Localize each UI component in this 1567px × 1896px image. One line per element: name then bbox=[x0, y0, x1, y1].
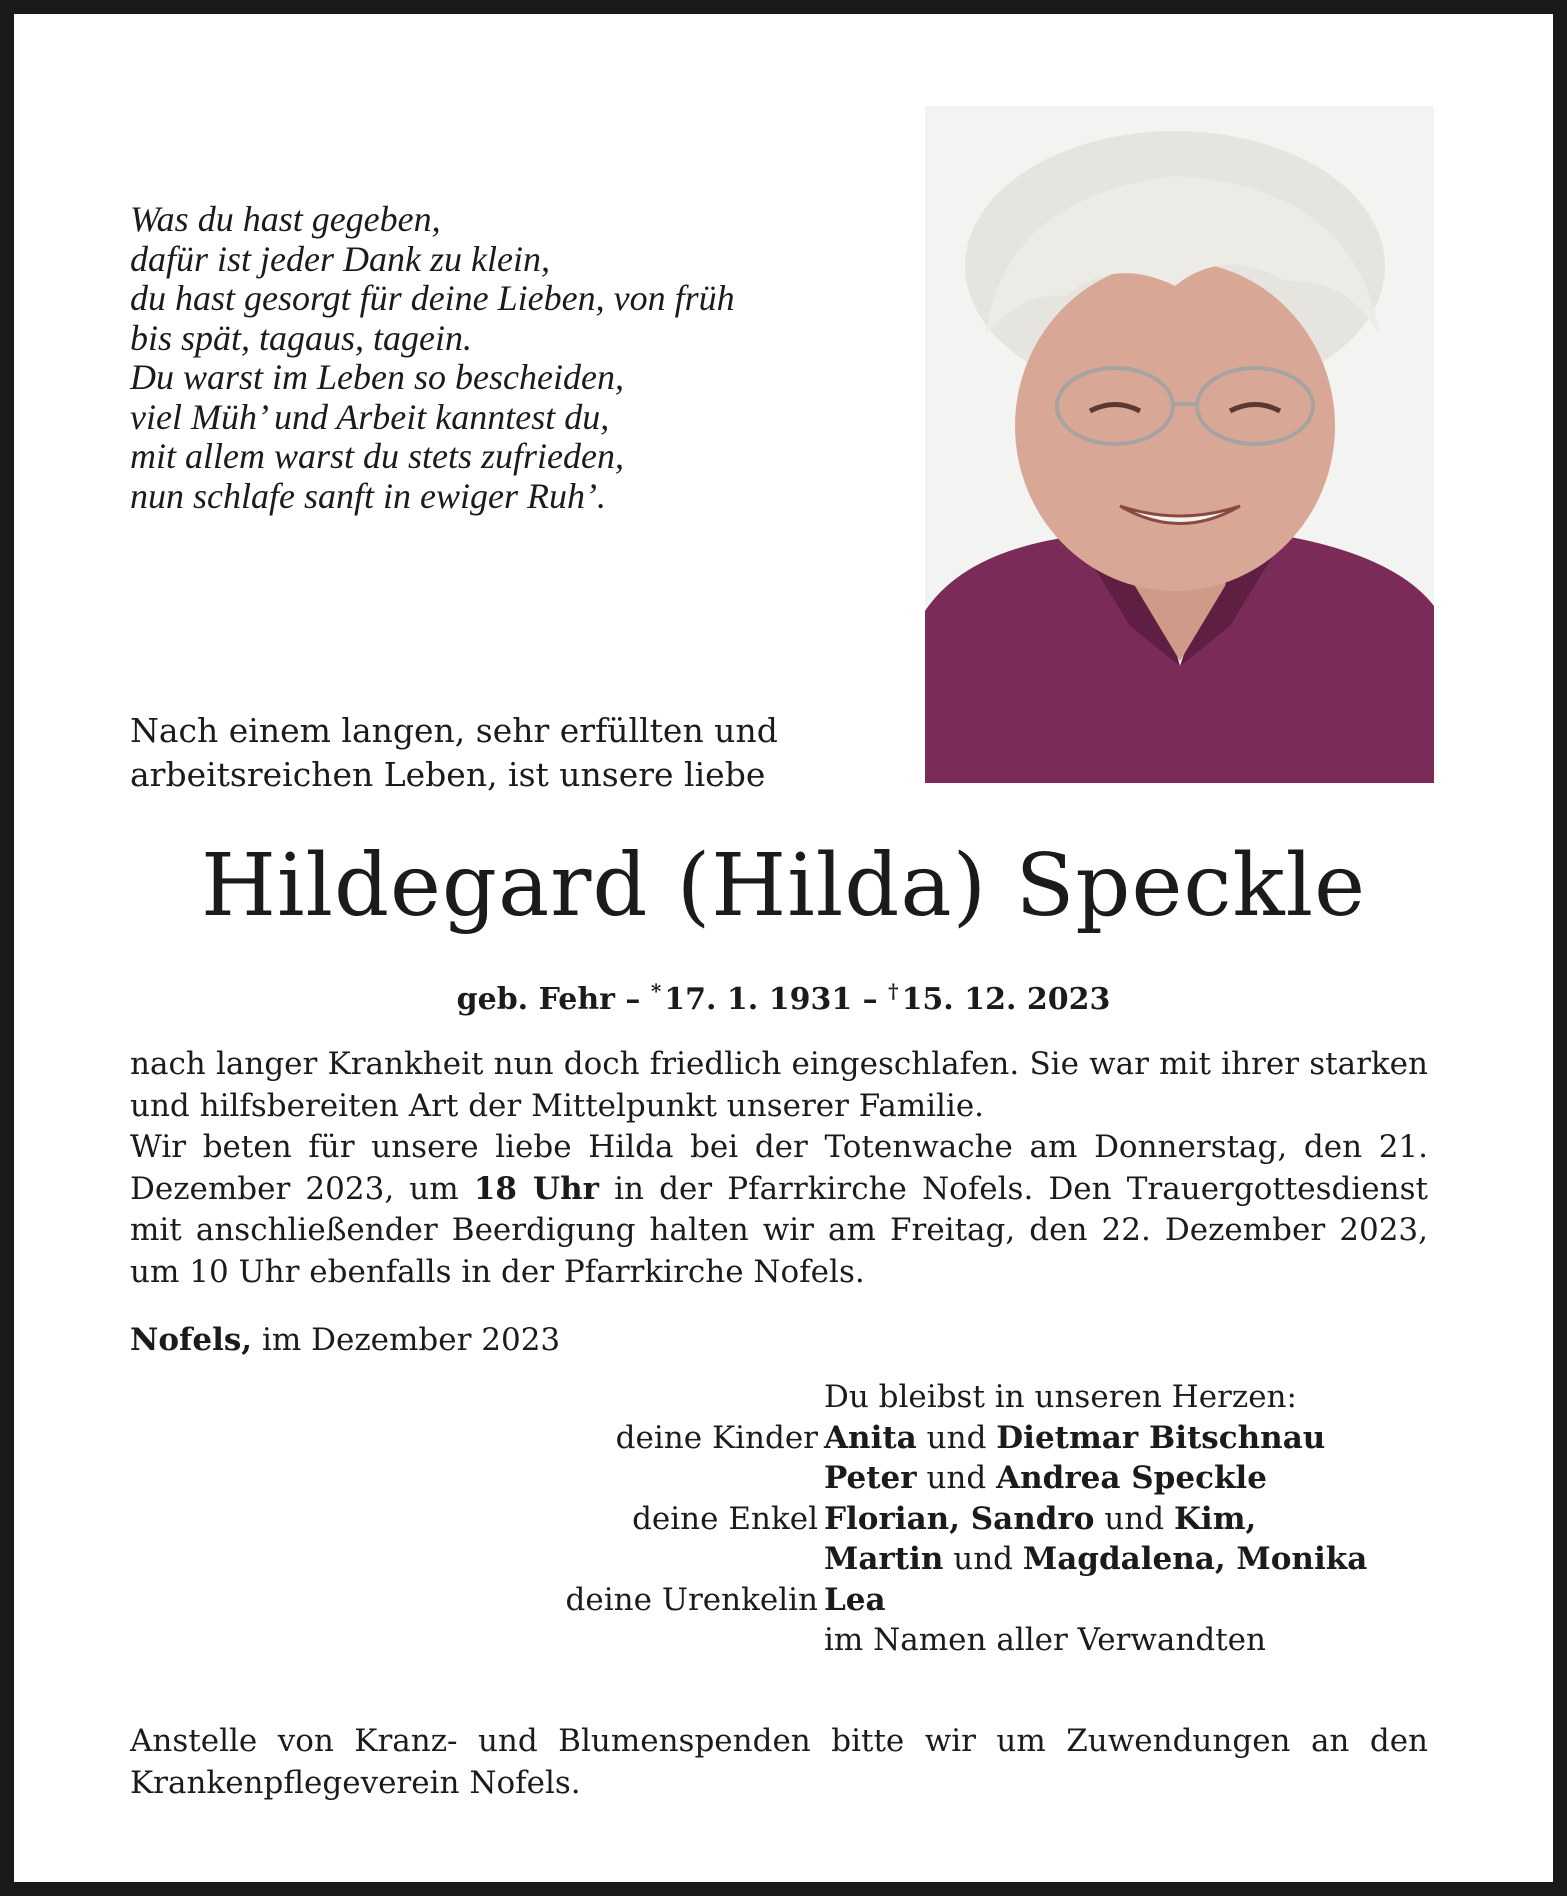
birth-name: geb. Fehr bbox=[456, 982, 615, 1017]
died-symbol: † bbox=[888, 979, 899, 1003]
role-label: deine Kinder bbox=[615, 1419, 818, 1456]
family-row: deine Kinder Anita und Dietmar Bitschnau bbox=[14, 1418, 1553, 1459]
birth-death-dates: geb. Fehr – * 17. 1. 1931 – † 15. 12. 2023 bbox=[456, 979, 1111, 1017]
family-row: Peter und Andrea Speckle bbox=[824, 1460, 1267, 1496]
place-town: Nofels, bbox=[130, 1322, 253, 1358]
memorial-poem bbox=[130, 200, 735, 516]
poem-line: mit allem warst du stets zufrieden, bbox=[130, 436, 624, 476]
intro-line: Nach einem langen, sehr erfüllten und bbox=[130, 711, 778, 750]
poem-line: dafür ist jeder Dank zu klein, bbox=[130, 238, 550, 279]
family-row: Martin und Magdalena, Monika bbox=[824, 1541, 1368, 1577]
portrait-photo bbox=[925, 106, 1434, 783]
obituary-page bbox=[14, 14, 1553, 1882]
family-row: deine Urenkelin Lea bbox=[14, 1580, 1553, 1621]
family-row bbox=[14, 1620, 1553, 1661]
born-symbol: * bbox=[650, 979, 662, 1003]
wake-time: 18 Uhr bbox=[473, 1170, 599, 1207]
body-paragraph-2: Wir beten für unsere liebe Hilda bei der Totenwache am Donnerstag, den 21. Dezember 2023, um 18 Uhr in der Pfarrkirche Nofels. Den Trauergottesdienst mit anschließender Beerdigung halten wir am Freitag, den 22. Dezember 2023, um 10 Uhr ebenfalls in der Pfarrkirche Nofels. bbox=[130, 1129, 1428, 1290]
poem-line: viel Müh’ und Arbeit kanntest du, bbox=[130, 396, 610, 437]
poem-line: Du warst im Leben so bescheiden, bbox=[130, 357, 624, 397]
mourners-intro: Du bleibst in unseren Herzen: bbox=[824, 1379, 1297, 1415]
poem-line: du hast gesorgt für deine Lieben, von früh bbox=[130, 278, 735, 318]
body-paragraph-1: nach langer Krankheit nun doch friedlich eingeschlafen. Sie war mit ihrer starken und hilfsbereiten Art der Mittelpunkt unserer Familie. bbox=[130, 1046, 1428, 1124]
died-date: 15. 12. 2023 bbox=[901, 982, 1111, 1017]
place-month: im Dezember 2023 bbox=[261, 1322, 561, 1358]
poem-line: nun schlafe sanft in ewiger Ruh’. bbox=[130, 475, 606, 516]
born-date: 17. 1. 1931 bbox=[664, 982, 853, 1017]
family-row bbox=[14, 1377, 1553, 1418]
obituary-body bbox=[130, 1044, 1428, 1293]
role-label: deine Enkel bbox=[632, 1500, 818, 1537]
donation-note: Anstelle von Kranz- und Blumenspenden bitte wir um Zuwendungen an den Krankenpflegeverein Nofels. bbox=[130, 1723, 1428, 1801]
poem-line: Was du hast gegeben, bbox=[130, 199, 441, 239]
deceased-name: Hildegard (Hilda) Speckle bbox=[200, 836, 1367, 936]
mourners-closing: im Namen aller Verwandten bbox=[824, 1622, 1266, 1658]
role-label: deine Urenkelin bbox=[565, 1581, 818, 1618]
poem-line: bis spät, tagaus, tagein. bbox=[130, 317, 473, 358]
intro-text bbox=[130, 709, 778, 797]
family-row: deine Enkel Florian, Sandro und Kim, bbox=[14, 1499, 1553, 1540]
intro-line: arbeitsreichen Leben, ist unsere liebe bbox=[130, 755, 766, 794]
mourners-list bbox=[14, 1377, 1553, 1661]
place-date bbox=[130, 1320, 560, 1362]
